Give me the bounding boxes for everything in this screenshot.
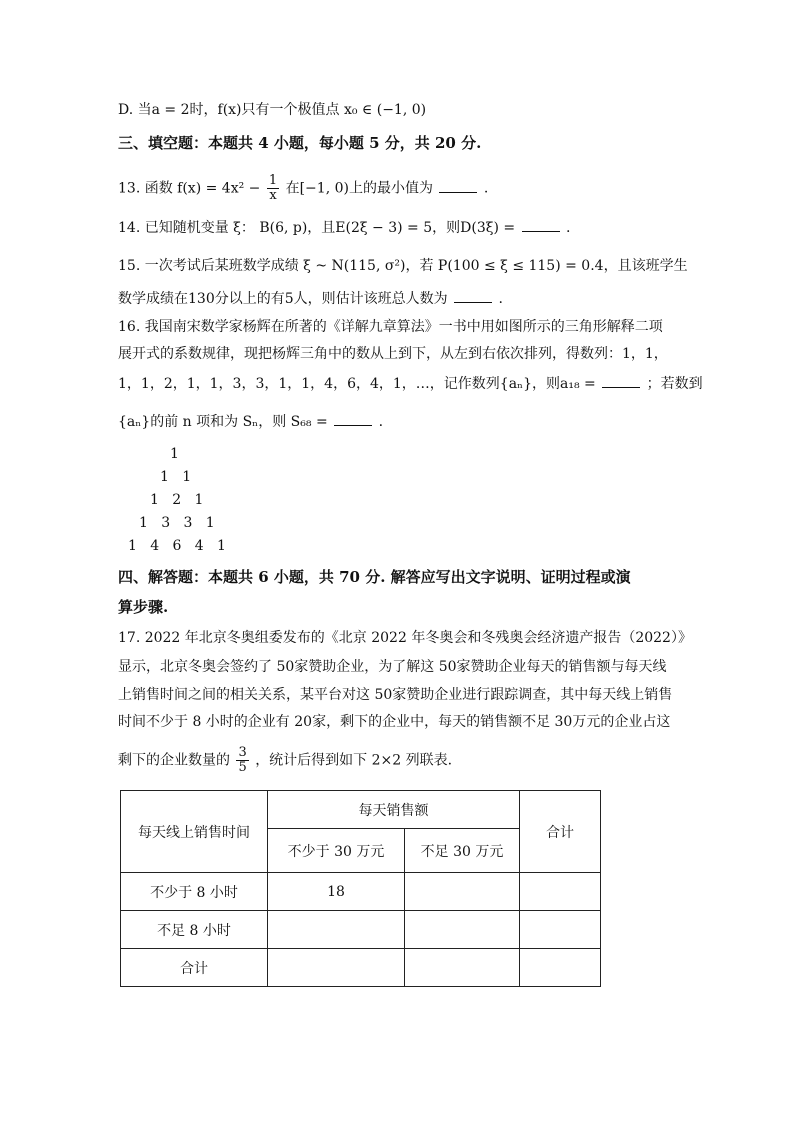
row-label: 不少于 8 小时: [121, 873, 268, 911]
table-cell: [268, 911, 405, 949]
q14-text: 14. 已知随机变量 ξ： B(6, p)，且E(2ξ − 3) = 5，则D(3ξ) =: [118, 220, 516, 236]
question-14: [118, 217, 570, 238]
table-cell: [405, 873, 520, 911]
q17-line5-suffix: ，统计后得到如下 2×2 列联表.: [255, 752, 453, 769]
q16-line3-end: ；若数到: [646, 376, 703, 392]
yanghui-row-1: 1: [170, 446, 179, 462]
table-row: [121, 911, 601, 949]
table-cell: [405, 949, 520, 987]
section-3-title: 三、填空题：本题共 4 小题，每小题 5 分，共 20 分.: [118, 134, 482, 152]
table-cell: [520, 949, 601, 987]
q13-frac-den: x: [269, 188, 277, 203]
yanghui-row-4: 1 3 3 1: [139, 515, 215, 531]
row-label: 合计: [121, 949, 268, 987]
section-4-title-line-1: 四、解答题：本题共 6 小题，共 70 分. 解答应写出文字说明、证明过程或演: [118, 568, 631, 586]
q17-line5-prefix: 剩下的企业数量的: [118, 752, 230, 769]
question-15-line-1: 15. 一次考试后某班数学成绩 ξ ~ N(115, σ²)，若 P(100 ≤ ξ ≤ 115) = 0.4，且该班学生: [118, 258, 688, 274]
q16-answer-blank-2[interactable]: [334, 411, 372, 426]
q13-answer-blank[interactable]: [439, 178, 477, 193]
table-cell: [520, 911, 601, 949]
contingency-table: [120, 790, 601, 987]
q14-end: .: [566, 220, 571, 236]
q15-line2-text: 数学成绩在130分以上的有5人，则估计该班总人数为: [118, 291, 448, 307]
q16-answer-blank-1[interactable]: [602, 373, 640, 388]
yanghui-row-5: 1 4 6 4 1: [128, 538, 226, 554]
question-17-line-3: 上销售时间之间的相关关系，某平台对这 50家赞助企业进行跟踪调查，其中每天线上销售: [118, 687, 673, 703]
section-4-title-line-2: 算步骤.: [118, 598, 169, 616]
q16-line3-text: 1，1，2，1，1，3，3，1，1，4，6，4，1，…，记作数列{aₙ}，则a₁₈ =: [118, 376, 596, 392]
header-row-label: 每天线上销售时间: [121, 791, 268, 873]
table-cell: [520, 873, 601, 911]
table-row: [121, 873, 601, 911]
q17-frac-num: 3: [238, 745, 247, 760]
question-13: [118, 174, 488, 203]
question-17-line-5: [118, 746, 452, 775]
q13-end: .: [483, 180, 489, 197]
q13-suffix: 在[−1, 0)上的最小值为: [285, 180, 433, 197]
q16-line4-text: {aₙ}的前 n 项和为 Sₙ，则 S₆₈ =: [118, 414, 328, 430]
q14-answer-blank[interactable]: [522, 217, 560, 232]
yanghui-row-2: 1 1: [160, 469, 192, 485]
question-16-line-4: [118, 411, 383, 432]
table-cell: 18: [268, 873, 405, 911]
q13-prefix: 13. 函数 f(x) = 4x² −: [118, 180, 261, 197]
header-ge-30: 不少于 30 万元: [268, 829, 405, 873]
question-16-line-2: 展开式的系数规律，现把杨辉三角中的数从上到下，从左到右依次排列，得数列：1，1，: [118, 346, 668, 362]
header-total: 合计: [520, 791, 601, 873]
question-15-line-2: [118, 288, 503, 309]
question-17-line-2: 显示，北京冬奥会签约了 50家赞助企业，为了解这 50家赞助企业每天的销售额与每天线: [118, 659, 667, 675]
question-17-line-1: 17. 2022 年北京冬奥组委发布的《北京 2022 年冬奥会和冬残奥会经济遗产报告（2022）》: [118, 630, 692, 646]
q13-frac-num: 1: [268, 173, 278, 188]
table-cell: [268, 949, 405, 987]
table-cell: [405, 911, 520, 949]
option-d: D. 当a = 2时，f(x)只有一个极值点 x₀ ∈ (−1, 0): [118, 102, 427, 118]
question-17-line-4: 时间不少于 8 小时的企业有 20家，剩下的企业中，每天的销售额不足 30万元的企业占这: [118, 714, 671, 730]
table-row: [121, 949, 601, 987]
q17-frac-den: 5: [238, 760, 247, 775]
q16-line4-end: .: [378, 414, 384, 430]
header-daily-sales: 每天销售额: [268, 791, 520, 829]
q15-end: .: [498, 291, 503, 307]
question-16-line-1: 16. 我国南宋数学家杨辉在所著的《详解九章算法》一书中用如图所示的三角形解释二项: [118, 319, 663, 335]
question-16-line-3: [118, 373, 703, 394]
q13-fraction: [267, 174, 279, 203]
header-lt-30: 不足 30 万元: [405, 829, 520, 873]
q17-fraction: [236, 746, 248, 775]
row-label: 不足 8 小时: [121, 911, 268, 949]
q15-answer-blank[interactable]: [454, 288, 492, 303]
yanghui-row-3: 1 2 1: [150, 492, 204, 508]
